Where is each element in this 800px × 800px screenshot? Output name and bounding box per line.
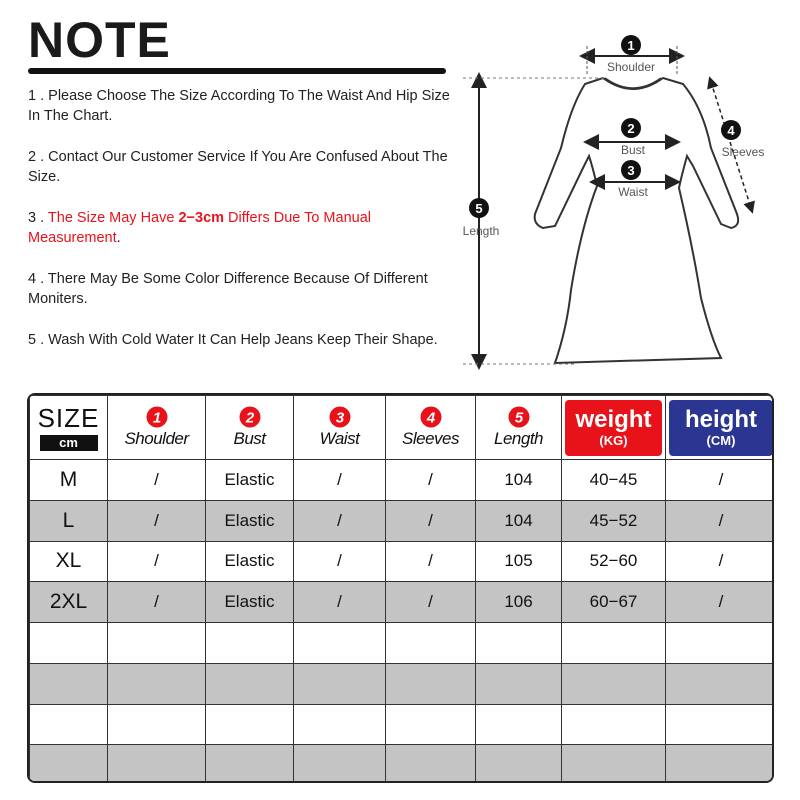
bust-cell: Elastic: [206, 541, 294, 582]
shoulder-header: 1 Shoulder: [108, 396, 206, 460]
waist-cell: /: [294, 460, 386, 501]
dress-measurement-diagram: [455, 28, 800, 373]
size-cell: L: [30, 500, 108, 541]
length-cell: 106: [476, 582, 562, 623]
shoulder-cell: /: [108, 541, 206, 582]
bust-header: 2 Bust: [206, 396, 294, 460]
table-row-empty: [30, 663, 775, 704]
size-cell: XL: [30, 541, 108, 582]
table-row-empty: [30, 623, 775, 664]
waist-label: Waist: [618, 185, 648, 199]
shoulder-cell: /: [108, 582, 206, 623]
svg-text:3: 3: [627, 163, 635, 178]
size-cell: M: [30, 460, 108, 501]
table-header-row: [30, 396, 775, 460]
waist-cell: /: [294, 582, 386, 623]
svg-text:4: 4: [727, 123, 735, 138]
height-header: [666, 396, 775, 460]
length-header: 5 Length: [476, 396, 562, 460]
height-badge: height (CM): [669, 400, 773, 456]
red-number-5-icon: [508, 406, 530, 428]
bust-cell: Elastic: [206, 500, 294, 541]
sleeves-cell: /: [386, 541, 476, 582]
length-cell: 104: [476, 500, 562, 541]
sleeves-cell: /: [386, 460, 476, 501]
waist-cell: /: [294, 541, 386, 582]
bust-label: Bust: [620, 143, 646, 157]
svg-text:1: 1: [152, 409, 161, 427]
table-row: [30, 541, 775, 582]
length-label: Length: [462, 224, 500, 238]
size-header: SIZE cm: [30, 396, 108, 460]
weight-badge: weight (KG): [565, 400, 662, 456]
weight-cell: 52−60: [562, 541, 666, 582]
waist-cell: /: [294, 500, 386, 541]
weight-cell: 40−45: [562, 460, 666, 501]
red-number-3-icon: [329, 406, 351, 428]
note-2: 2 . Contact Our Customer Service If You Are Confused About The Size.: [28, 149, 448, 185]
waist-header: 3 Waist: [294, 396, 386, 460]
table-row: [30, 460, 775, 501]
svg-text:5: 5: [514, 409, 523, 427]
svg-text:5: 5: [475, 201, 483, 216]
bust-cell: Elastic: [206, 582, 294, 623]
weight-header: [562, 396, 666, 460]
red-number-4-icon: [420, 406, 442, 428]
weight-cell: 45−52: [562, 500, 666, 541]
shoulder-cell: /: [108, 460, 206, 501]
red-number-2-icon: [239, 406, 261, 428]
svg-text:2: 2: [627, 121, 635, 136]
weight-cell: 60−67: [562, 582, 666, 623]
height-cell: /: [666, 582, 775, 623]
sleeves-cell: /: [386, 582, 476, 623]
svg-text:2: 2: [245, 409, 254, 427]
shoulder-label: Shoulder: [606, 60, 656, 74]
note-5: 5 . Wash With Cold Water It Can Help Jeans Keep Their Shape.: [28, 332, 438, 348]
title-underline: [28, 68, 446, 74]
sleeves-cell: /: [386, 500, 476, 541]
table-row: [30, 500, 775, 541]
shoulder-cell: /: [108, 500, 206, 541]
size-cell: 2XL: [30, 582, 108, 623]
length-cell: 105: [476, 541, 562, 582]
note-1: 1 . Please Choose The Size According To The Waist And Hip Size In The Chart.: [28, 88, 450, 124]
length-cell: 104: [476, 460, 562, 501]
sleeves-header: 4 Sleeves: [386, 396, 476, 460]
svg-text:4: 4: [426, 409, 435, 427]
table-row: [30, 582, 775, 623]
height-cell: /: [666, 460, 775, 501]
red-number-1-icon: [146, 406, 168, 428]
height-cell: /: [666, 541, 775, 582]
note-3: 3 . The Size May Have 2−3cm Differs Due To Manual Measurement.: [28, 210, 371, 246]
bust-cell: Elastic: [206, 460, 294, 501]
notes-list: [28, 86, 458, 391]
svg-text:1: 1: [627, 38, 635, 53]
table-row-empty: [30, 704, 775, 745]
svg-text:3: 3: [335, 409, 344, 427]
note-4: 4 . There May Be Some Color Difference Because Of Different Moniters.: [28, 271, 428, 307]
sleeves-label: Sleeves: [721, 145, 765, 159]
page-title: NOTE: [28, 12, 171, 68]
table-row-empty: [30, 745, 775, 783]
size-chart: [27, 393, 774, 783]
height-cell: /: [666, 500, 775, 541]
